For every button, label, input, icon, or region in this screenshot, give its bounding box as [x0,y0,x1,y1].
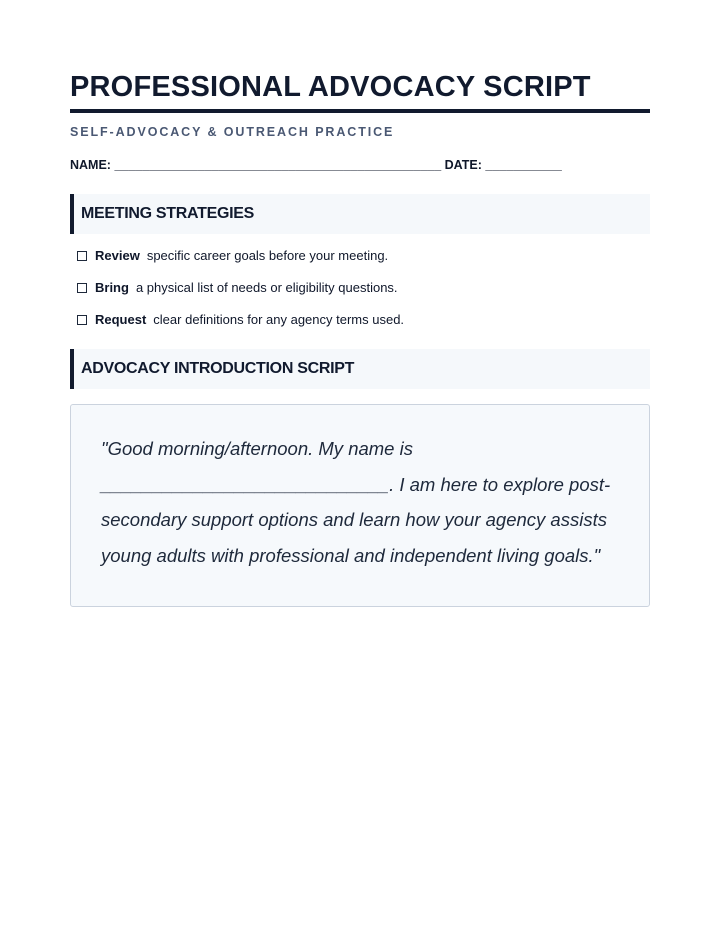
title-divider [70,109,650,113]
strategy-term: Review [95,248,140,263]
checkbox-icon [77,315,87,325]
document-page [70,0,650,607]
document-title: PROFESSIONAL ADVOCACY SCRIPT [70,71,591,103]
script-quote-box [70,404,650,607]
strategy-text: specific career goals before your meeting. [146,248,389,263]
strategy-text: a physical list of needs or eligibility questions. [135,280,398,295]
introduction-script-heading: ADVOCACY INTRODUCTION SCRIPT [70,349,650,389]
strategy-term: Request [95,312,147,327]
list-item [77,247,650,265]
meeting-strategies-heading: MEETING STRATEGIES [70,194,650,234]
script-quote-text: "Good morning/afternoon. My name is ____________________________. I am here to explore post-secondary support options and learn how your agency assists young adults with professional and independent living goals." [101,438,611,566]
name-date-field-line: NAME: _______________________________________________ DATE: ___________ [70,158,562,172]
document-subtitle: SELF-ADVOCACY & OUTREACH PRACTICE [70,125,395,139]
checkbox-icon [77,251,87,261]
meeting-strategies-list [70,247,650,329]
strategy-text: clear definitions for any agency terms used. [153,312,405,327]
list-item [77,279,650,297]
strategy-term: Bring [95,280,129,295]
checkbox-icon [77,283,87,293]
list-item [77,311,650,329]
